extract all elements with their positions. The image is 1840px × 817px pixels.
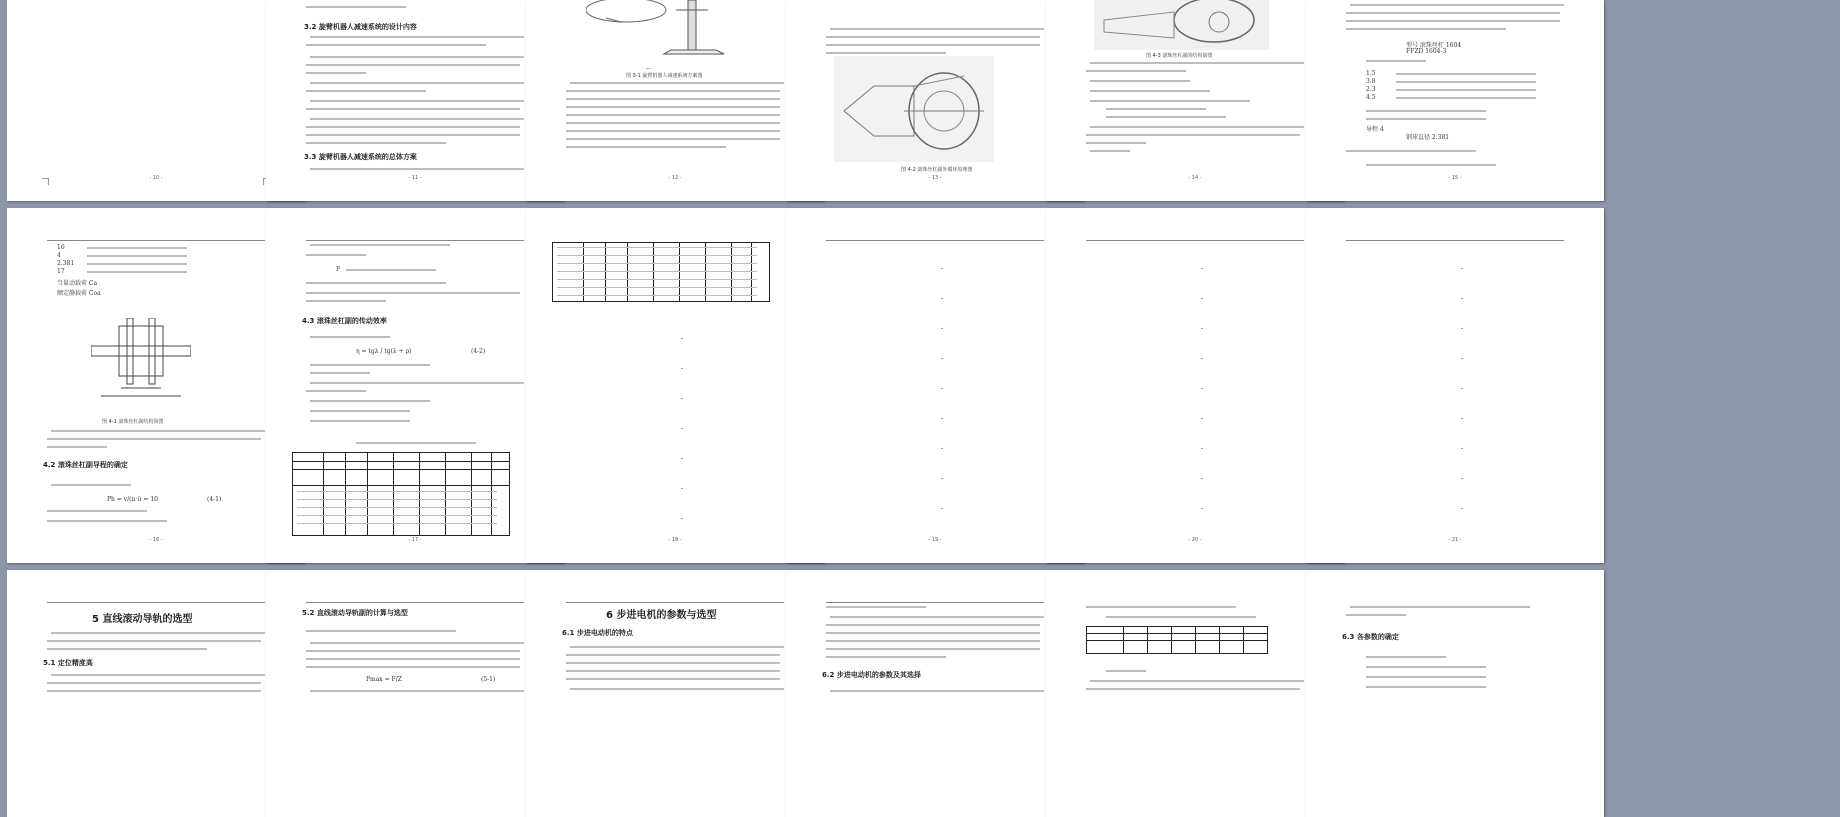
ball-nut-figure: [1094, 0, 1269, 50]
row-value: 16: [57, 244, 65, 251]
page-24: [526, 570, 824, 817]
page-14: [1046, 0, 1344, 201]
figure-caption: 图 3-1 旋臂机器人减速系统方案图: [626, 73, 703, 79]
page-20: [1046, 208, 1344, 563]
section-heading: 5.1 定位精度高: [43, 659, 93, 667]
page-header: [1346, 232, 1564, 241]
row-value: 4: [57, 252, 61, 259]
figure-caption: 图 4-1 滚珠丝杠副结构简图: [102, 419, 164, 425]
row-value: 2.381: [57, 260, 75, 267]
page-13: [786, 0, 1084, 201]
page-19: [786, 208, 1084, 563]
formula-number: (4-1): [207, 496, 222, 503]
page-10: [7, 0, 305, 201]
efficiency-table: [552, 242, 770, 302]
section-heading: 3.2 旋臂机器人减速系统的设计内容: [304, 23, 417, 31]
spec-line: 型号 滚珠丝杠 1604: [1406, 42, 1462, 49]
section-heading: 6.2 步进电动机的参数及其选择: [822, 671, 921, 679]
step-angle-table: [1086, 626, 1268, 654]
section-heading: 4.2 滚珠丝杠副导程的确定: [43, 461, 128, 469]
page-21: [1306, 208, 1604, 563]
page-22: [7, 570, 305, 817]
page-number: - 10 -: [149, 175, 163, 181]
formula-number: (5-1): [481, 676, 496, 683]
page-number: - 21 -: [1448, 537, 1462, 543]
formula: Ph = v/(n·i) = 10: [107, 496, 159, 503]
row-value: 1.5: [1366, 70, 1376, 77]
ball-screw-drawing: [91, 318, 191, 398]
page-number: - 19 -: [928, 537, 942, 543]
formula-number: (4-2): [471, 348, 486, 355]
row-value: 17: [57, 268, 65, 275]
page-23: [266, 570, 564, 817]
page-header: [306, 594, 524, 603]
page-18: [526, 208, 824, 563]
section-heading: 3.3 旋臂机器人减速系统的总体方案: [304, 153, 417, 161]
page-number: - 18 -: [668, 537, 682, 543]
page-header: [47, 594, 265, 603]
section-heading: 6.3 各参数的确定: [1342, 633, 1399, 641]
spec-line: 钢球直径 2.381: [1406, 134, 1450, 141]
page-11: [266, 0, 564, 201]
row-value: 3.8: [1366, 78, 1376, 85]
formula: Pmax = F/Z: [366, 676, 402, 683]
page-header: [566, 594, 784, 603]
formula: F: [336, 266, 341, 273]
page-header: [1086, 232, 1304, 241]
page-16: [7, 208, 305, 563]
formula: η = tgλ / tg(λ + ρ): [356, 348, 412, 355]
page-number: - 12 -: [668, 175, 682, 181]
page-27: [1306, 570, 1604, 817]
page-number: - 14 -: [1188, 175, 1202, 181]
page-12: [526, 0, 824, 201]
ball-screw-figure: [834, 56, 994, 162]
spec-line: 额定静载荷 Coa: [57, 290, 101, 297]
page-number: - 17 -: [408, 537, 422, 543]
page-header: [826, 594, 1044, 603]
friction-table: [292, 452, 510, 536]
robot-arm-figure: [586, 0, 766, 55]
figure-caption: 图 4-2 滚珠丝杠副外循环原理图: [901, 167, 973, 173]
spec-line: 导程 4: [1366, 126, 1384, 133]
page-15: [1306, 0, 1604, 201]
figure-number: —: [646, 66, 651, 72]
page-number: - 15 -: [1448, 175, 1462, 181]
page-number: - 13 -: [928, 175, 942, 181]
page-number: - 20 -: [1188, 537, 1202, 543]
section-heading: 4.3 滚珠丝杠副的传动效率: [302, 317, 387, 325]
row-value: 4.5: [1366, 94, 1376, 101]
chapter-heading: 5 直线滚动导轨的选型: [92, 614, 193, 625]
page-number: - 11 -: [408, 175, 422, 181]
spec-line: FFZD 1604-3: [1406, 48, 1447, 55]
chapter-heading: 6 步进电机的参数与选型: [606, 610, 717, 621]
page-header: [47, 232, 265, 241]
page-17: [266, 208, 564, 563]
page-25: [786, 570, 1084, 817]
figure-caption: 图 4-3 滚珠丝杠副的结构简图: [1146, 53, 1213, 59]
page-number: - 16 -: [149, 537, 163, 543]
section-heading: 6.1 步进电动机的特点: [562, 629, 633, 637]
section-heading: 5.2 直线滚动导轨副的计算与选型: [302, 609, 408, 617]
page-header: [826, 232, 1044, 241]
row-value: 2.3: [1366, 86, 1376, 93]
spec-line: 当量动载荷 Ca: [57, 280, 98, 287]
page-26: [1046, 570, 1344, 817]
page-header: [306, 232, 524, 241]
